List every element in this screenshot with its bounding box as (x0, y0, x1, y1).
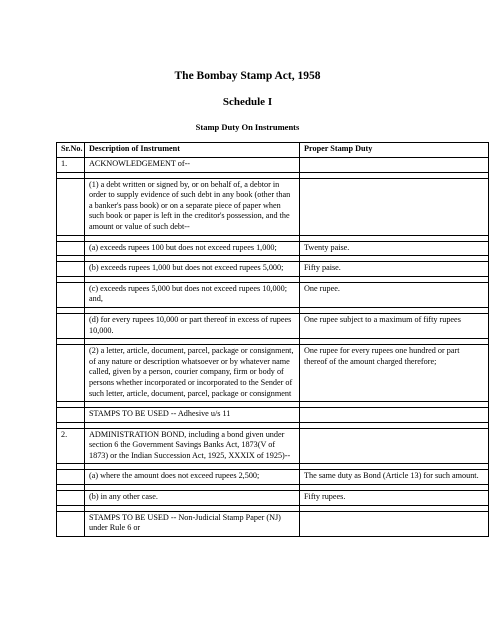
table-row (57, 345, 489, 402)
stamp-duty-cell (300, 511, 489, 536)
table-row (57, 491, 489, 506)
sr-no-cell (57, 345, 85, 402)
description-cell: STAMPS TO BE USED -- Adhesive u/s 11 (85, 408, 300, 423)
schedule-heading: Schedule I (222, 96, 273, 108)
table-row (57, 408, 489, 423)
sr-no-cell (57, 262, 85, 277)
description-cell: (a) exceeds rupees 100 but does not exceed rupees 1,000; (85, 241, 300, 256)
stamp-duty-cell (300, 178, 489, 235)
stamp-duty-cell (300, 158, 489, 173)
description-cell: STAMPS TO BE USED -- Non-Judicial Stamp Paper (NJ) under Rule 6 or (85, 511, 300, 536)
description-cell: (a) where the amount does not exceed rupees 2,500; (85, 470, 300, 485)
sr-no-cell (57, 408, 85, 423)
header-description: Description of Instrument (85, 143, 300, 158)
stamp-duty-cell: The same duty as Bond (Article 13) for such amount. (300, 470, 489, 485)
table-row (57, 241, 489, 256)
description-cell: (d) for every rupees 10,000 or part thereof in excess of rupees 10,000. (85, 313, 300, 338)
sr-no-cell (57, 511, 85, 536)
document-title: The Bombay Stamp Act, 1958 (174, 70, 321, 82)
table-row (57, 511, 489, 536)
description-cell: ACKNOWLEDGEMENT of-- (85, 158, 300, 173)
stamp-duty-cell: One rupee for every rupees one hundred or part thereof of the amount charged therefore; (300, 345, 489, 402)
description-cell: (b) in any other case. (85, 491, 300, 506)
description-cell: (1) a debt written or signed by, or on behalf of, a debtor in order to supply evidence of such debt in any book (other than a banker's pass book) or on a separate piece of paper when such book or paper is left in the creditor's possession, and the amount or value of such debt-- (85, 178, 300, 235)
stamp-duty-cell: One rupee subject to a maximum of fifty rupees (300, 313, 489, 338)
sr-no-cell (57, 241, 85, 256)
stamp-duty-cell (300, 408, 489, 423)
description-cell: (c) exceeds rupees 5,000 but does not exceed rupees 10,000; and, (85, 282, 300, 307)
table-row (57, 470, 489, 485)
sr-no-cell (57, 282, 85, 307)
description-cell: (b) exceeds rupees 1,000 but does not exceed rupees 5,000; (85, 262, 300, 277)
sr-no-cell (57, 470, 85, 485)
header-sr-no: Sr.No. (57, 143, 85, 158)
stamp-duty-cell (300, 428, 489, 464)
stamp-duty-table (56, 142, 489, 537)
table-row (57, 282, 489, 307)
table-subtitle: Stamp Duty On Instruments (195, 122, 300, 132)
stamp-duty-cell: Fifty rupees. (300, 491, 489, 506)
table-row (57, 178, 489, 235)
stamp-duty-cell: Fifty paise. (300, 262, 489, 277)
description-cell: ADMINISTRATION BOND, including a bond given under section 6 the Government Savings Banks Act, 1873(V of 1873) or the Indian Succession Act, 1925, XXXIX of 1925)-- (85, 428, 300, 464)
table-row (57, 158, 489, 173)
sr-no-cell (57, 178, 85, 235)
header-proper-stamp-duty: Proper Stamp Duty (300, 143, 489, 158)
stamp-duty-cell: Twenty paise. (300, 241, 489, 256)
table-row (57, 428, 489, 464)
sr-no-cell: 2. (57, 428, 85, 464)
description-cell: (2) a letter, article, document, parcel, package or consignment, of any nature or description whatsoever or by whatever name called, given by a person, courier company, firm or body of persons whether incorporated or incorporated to the Sender of such letter, article, document, parcel, package or consignment (85, 345, 300, 402)
stamp-duty-cell: One rupee. (300, 282, 489, 307)
table-row (57, 262, 489, 277)
sr-no-cell (57, 313, 85, 338)
table-row (57, 313, 489, 338)
table-header-row (57, 143, 489, 158)
sr-no-cell: 1. (57, 158, 85, 173)
sr-no-cell (57, 491, 85, 506)
